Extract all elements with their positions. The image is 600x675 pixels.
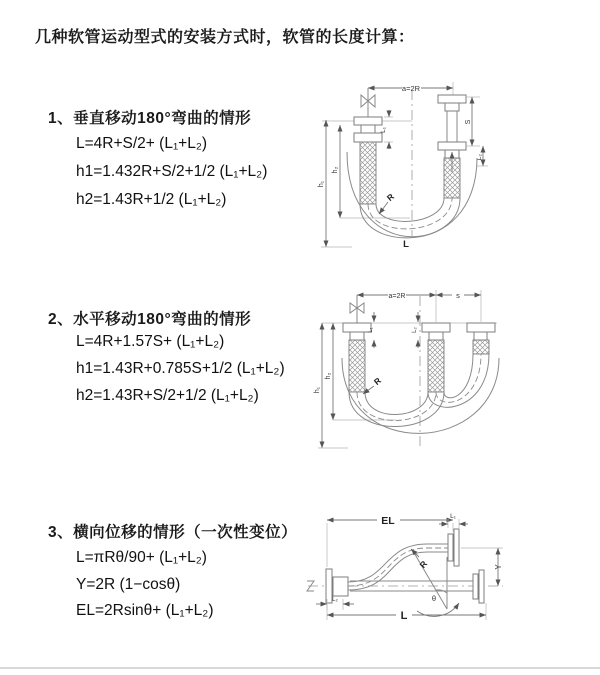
dim-label-l1: L₁ [368, 327, 374, 333]
dim-label-r: R [384, 191, 396, 203]
right-fitting [438, 95, 466, 198]
middle-fitting [422, 323, 450, 392]
dim-label-s: S [465, 119, 472, 125]
dim-label-h1: h₁ [318, 180, 325, 188]
dim-label-y: Y [494, 564, 503, 570]
formula-line: h2=1.43R+S/2+1/2 (L₁+L₂) [76, 387, 259, 404]
dim-label-length: L [403, 239, 409, 250]
dim-label-theta: θ [431, 594, 437, 603]
radius-label [379, 191, 396, 214]
radius-label [363, 375, 383, 394]
dimension-h1 [314, 323, 348, 448]
formula-line: Y=2R (1−cosθ) [76, 576, 181, 593]
dim-label-span: a=2R [388, 293, 406, 300]
dimension-length [327, 603, 486, 622]
page-title: 几种软管运动型式的安装方式时，软管的长度计算： [35, 29, 415, 46]
section-1-heading: 1、垂直移动180°弯曲的情形 [48, 110, 252, 127]
section-2-heading: 2、水平移动180°弯曲的情形 [48, 311, 252, 328]
valve-icon [350, 295, 364, 323]
dim-label-travel: s [456, 291, 460, 300]
formula-line: h1=1.43R+0.785S+1/2 (L₁+L₂) [76, 360, 285, 377]
dim-label-l1: L₁ [380, 127, 387, 133]
diagram-horizontal-180-bend [305, 278, 600, 458]
dim-label-h1: h₁ [314, 386, 321, 394]
dimension-span [357, 290, 481, 322]
dim-label-l2: L₂ [476, 153, 483, 161]
dim-label-r: R [371, 375, 383, 387]
dim-label-h2: h₂ [332, 166, 339, 174]
upper-right-flange [448, 529, 459, 566]
right-flange-original [473, 570, 484, 603]
dimension-h1 [318, 120, 352, 247]
dimension-l1 [439, 513, 468, 528]
dimension-l2 [476, 146, 488, 166]
dimension-l2 [412, 312, 418, 348]
dimension-s [465, 97, 480, 146]
dim-label-el: EL [381, 515, 395, 527]
hose-displaced-position [348, 544, 448, 590]
formula-line: h2=1.43R+1/2 (L₁+L₂) [76, 191, 227, 208]
section-3-heading: 3、横向位移的情形（一次性变位） [48, 524, 298, 541]
dim-label-span: a=2R [401, 84, 421, 93]
right-fitting [467, 323, 495, 354]
dim-label-l1: L₁ [450, 513, 456, 520]
hose-braid [360, 142, 376, 204]
dimension-l2 [316, 597, 354, 610]
formula-line: EL=2Rsinθ+ (L₁+L₂) [76, 602, 214, 619]
diagram-lateral-displacement [295, 498, 600, 668]
hose-u-curves [342, 354, 499, 433]
dim-label-length: L [400, 610, 408, 622]
dimension-l1 [380, 110, 393, 149]
dimension-span [368, 82, 453, 96]
valve-icon [361, 88, 375, 117]
left-fitting [354, 117, 382, 204]
dim-label-h2: h₂ [325, 372, 332, 380]
dim-label-l2: L₂ [332, 597, 338, 603]
diagram-vertical-180-bend [305, 68, 600, 268]
formula-line: L=4R+S/2+ (L₁+L₂) [76, 135, 208, 152]
dimension-l1 [368, 312, 374, 348]
dim-label-r: R [417, 558, 430, 570]
page-bottom-edge [0, 667, 600, 669]
formula-line: L=4R+1.57S+ (L₁+L₂) [76, 333, 225, 350]
formula-line: h1=1.432R+S/2+1/2 (L₁+L₂) [76, 163, 268, 180]
dim-label-l2: L₂ [412, 327, 418, 333]
left-fitting [343, 323, 371, 392]
formula-line: L=πRθ/90+ (L₁+L₂) [76, 549, 207, 566]
